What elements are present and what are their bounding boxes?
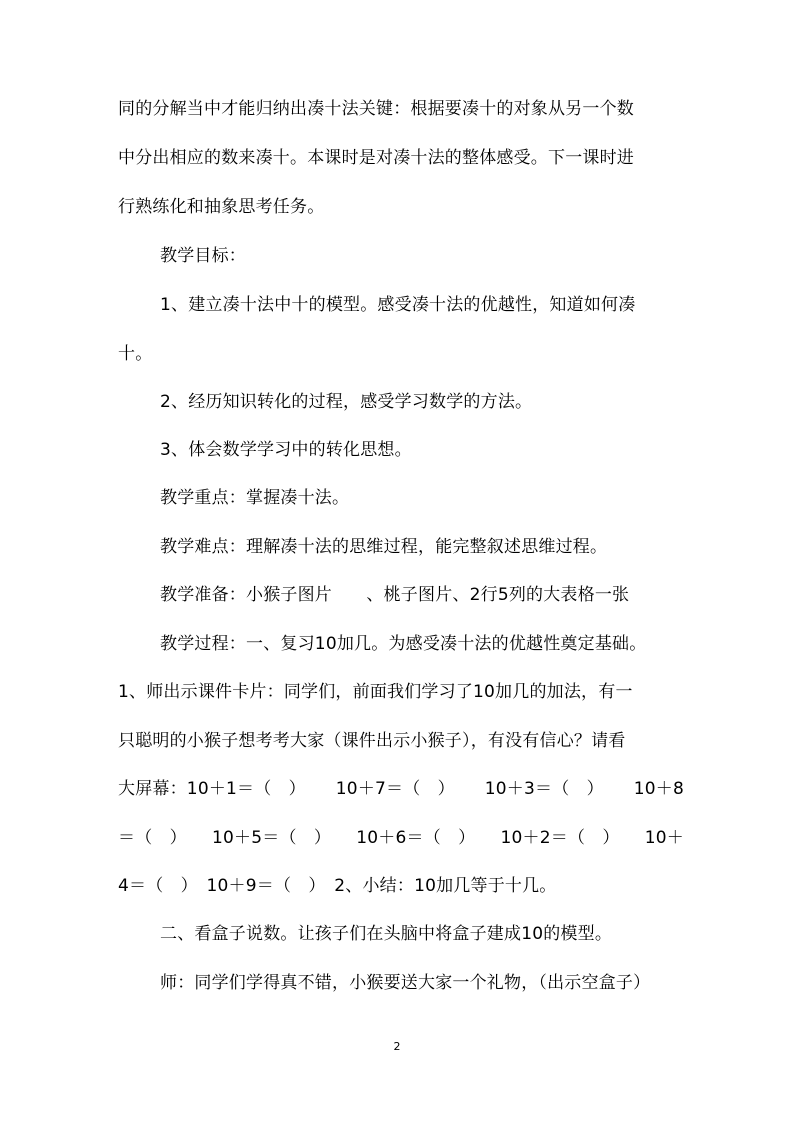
equation-row-2 [118, 826, 684, 850]
equation: 10＋ [644, 828, 684, 848]
section-heading-boxes: 二、看盒子说数。让孩子们在头脑中将盒子建成10的模型。 [160, 924, 613, 944]
equation: ＝（ ） [118, 828, 187, 848]
section-heading-goals: 教学目标： [160, 246, 246, 266]
teaching-focus: 教学重点：掌握凑十法。 [160, 488, 350, 508]
teaching-process: 教学过程：一、复习10加几。为感受凑十法的优越性奠定基础。 [160, 634, 647, 654]
paragraph-line: 1、师出示课件卡片：同学们，前面我们学习了10加几的加法，有一 [118, 682, 633, 702]
equation: 10＋3＝（ ） [484, 779, 604, 799]
goal-item-1-continued: 十。 [118, 344, 153, 364]
goal-item-2: 2、经历知识转化的过程，感受学习数学的方法。 [160, 392, 533, 412]
paragraph-line: 行熟练化和抽象思考任务。 [118, 197, 325, 217]
equation-row-1 [118, 777, 684, 801]
equation: 大屏幕：10＋1＝（ ） [118, 779, 306, 799]
equation: 10＋5＝（ ） [212, 828, 332, 848]
equation: 10＋2＝（ ） [500, 828, 620, 848]
paragraph-line: 师：同学们学得真不错，小猴要送大家一个礼物，（出示空盒子） [160, 973, 651, 993]
equation-row-3: 4＝（ ） 10＋9＝（ ） 2、小结：10加几等于十几。 [118, 876, 557, 896]
equation: 10＋6＝（ ） [356, 828, 476, 848]
paragraph-line: 只聪明的小猴子想考考大家（课件出示小猴子），有没有信心？请看 [118, 731, 626, 751]
goal-item-1: 1、建立凑十法中十的模型。感受凑十法的优越性，知道如何凑 [160, 295, 636, 315]
teaching-difficulty: 教学难点：理解凑十法的思维过程，能完整叙述思维过程。 [160, 537, 608, 557]
goal-item-3: 3、体会数学学习中的转化思想。 [160, 440, 412, 460]
equation: 10＋7＝（ ） [335, 779, 455, 799]
page-number: 2 [393, 1040, 401, 1053]
teaching-preparation: 教学准备：小猴子图片 、桃子图片、2行5列的大表格一张 [160, 585, 630, 605]
paragraph-line: 中分出相应的数来凑十。本课时是对凑十法的整体感受。下一课时进 [118, 148, 634, 168]
equation: 10＋8 [633, 779, 684, 799]
paragraph-line: 同的分解当中才能归纳出凑十法关键：根据要凑十的对象从另一个数 [118, 99, 634, 119]
